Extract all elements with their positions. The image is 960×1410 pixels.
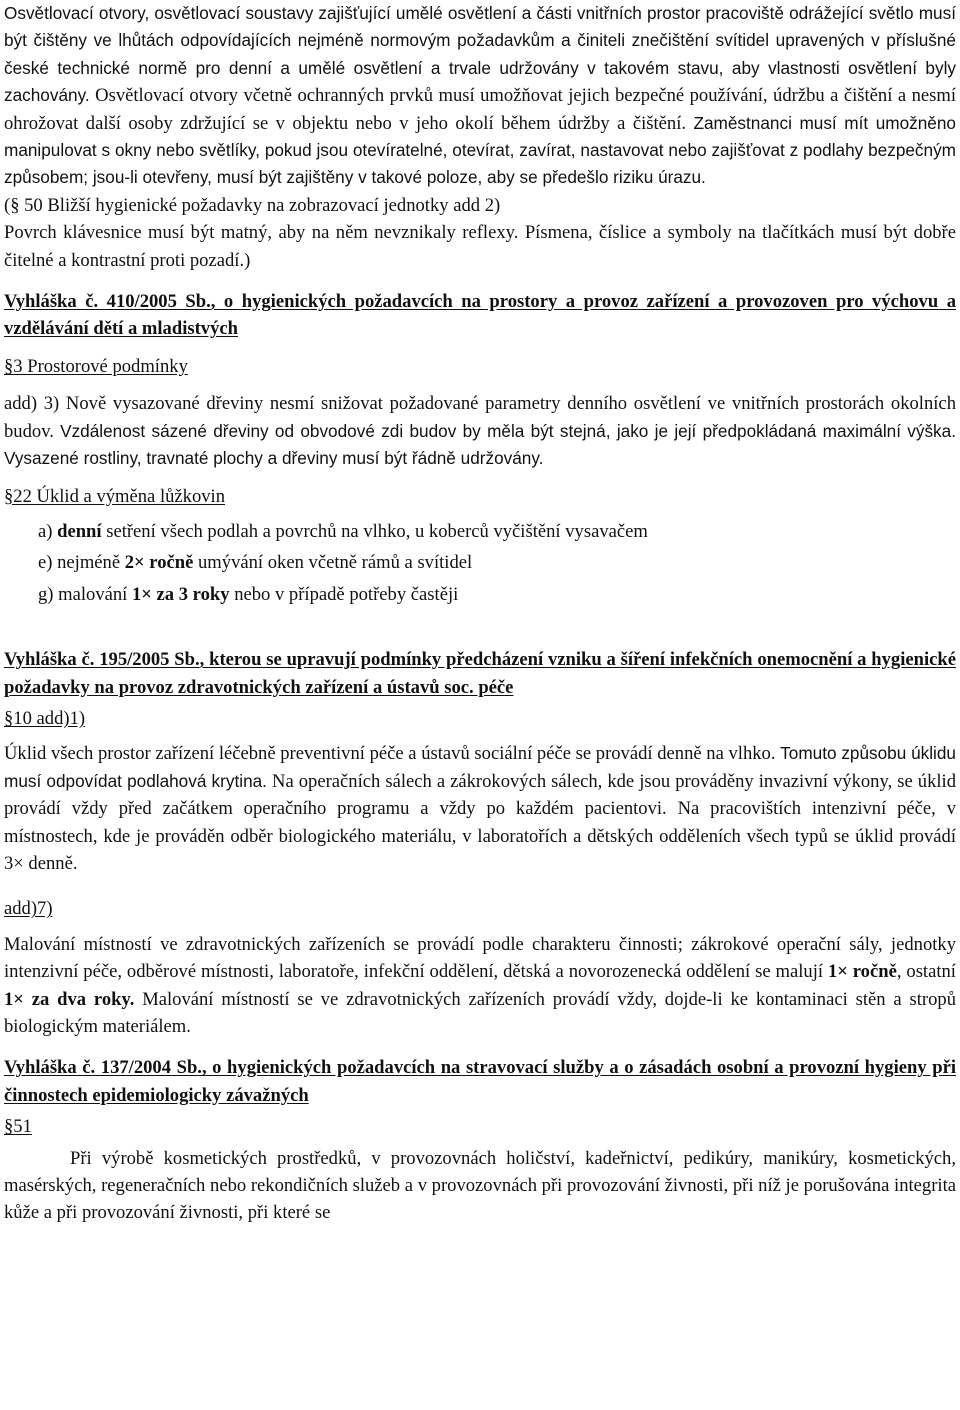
add-3-sans-text: Vzdálenost sázené dřeviny od obvodové zdi budov by měla být stejná, jako je její předpokládaná maximální výška. Vysazené rostliny, travnaté plochy a dřeviny musí být řádně udržovány. [4, 420, 956, 469]
section-51-title: §51 [4, 1116, 32, 1138]
decree-410-number: Vyhláška č. 410/2005 Sb. [4, 291, 211, 313]
list-item: a) denní setření všech podlah a povrchů na vlhko, u koberců vyčištění vysavačem [38, 520, 648, 542]
list-marker: a) [38, 520, 53, 542]
list-marker: e) [38, 552, 53, 574]
decree-195-title: , kterou se upravují podmínky předcházení vzniku a šíření infekčních onemocnění a hygienické požadavky na provoz zdravotnických zařízení a ústavů soc. péče [4, 649, 956, 698]
intro-sans-text-3: Zaměstnanci musí mít umožněno manipulovat s okny nebo světlíky, pokud jsou otevíratelné, otevírat, zavírat, nastavovat nebo zajišťovat z podlahy bezpečným způsobem; jsou-li otevřeny, musí být zajištěny v takové poloze, aby se předešlo riziku úrazu. [4, 112, 956, 188]
decree-410-title: , o hygienických požadavcích na prostory a provoz zařízení a provozoven pro výchovu a vzdělávání dětí a mladistvých [4, 291, 956, 340]
note-50-open: (§ 50 Bližší hygienické požadavky na zobrazovací jednotky add 2) [4, 194, 501, 216]
list-item: g) malování 1× za 3 roky nebo v případě potřeby častěji [38, 583, 459, 605]
section-22-title: §22 Úklid a výměna lůžkovin [4, 485, 226, 507]
intro-paragraph [4, 0, 956, 192]
decree-137-title: , o hygienických požadavcích na stravovací služby a o zásadách osobní a provozní hygieny při činnostech epidemiologicky závažných [4, 1057, 956, 1106]
section-10-paragraph: Úklid všech prostor zařízení léčebně preventivní péče a ústavů sociální péče se provádí denně na vlhko. Tomuto způsobu úklidu musí odpovídat podlahová krytina. Na operačních sálech a zákrokových sálech, kde jsou prováděny invazivní výkony, se úklid provádí vždy před začátkem operačního programu a vždy po každém pacientovi. Na pracovištích intenzivní péče, v místnostech, kde je prováděn odběr biologického materiálu, v laboratořích a dětských odděleních všech typů se úklid provádí 3× denně. [4, 743, 956, 874]
decree-137-heading [4, 1054, 956, 1109]
note-50-body: Povrch klávesnice musí být matný, aby na něm nevznikaly reflexy. Písmena, číslice a symboly na tlačítkách musí být dobře čitelné a kontrastní proti pozadí.) [4, 222, 956, 271]
add-3-text: add) 3) Nově vysazované dřeviny nesmí snižovat požadované parametry denního osvětlení ve vnitřních prostorách okolních budov. [4, 393, 956, 442]
decree-410-heading [4, 288, 956, 343]
list-item: e) nejméně 2× ročně umývání oken včetně rámů a svítidel [38, 552, 473, 574]
section-3-title: §3 Prostorové podmínky [4, 355, 188, 377]
intro-text-2: Osvětlovací otvory včetně ochranných prvků musí umožňovat jejich bezpečné používání, údržbu a čištění a nesmí ohrožovat další osoby zdržující se v objektu nebo v jeho okolí během údržby a čištění. [4, 85, 957, 134]
list-marker: g) [38, 583, 54, 605]
section-10-title: §10 add)1) [4, 707, 86, 729]
section-51-paragraph: Při výrobě kosmetických prostředků, v provozovnách holičství, kadeřnictví, pedikúry, manikúry, kosmetických, masérských, regeneračních nebo rekondičních služeb a v provozovnách při provozování živnosti, při níž je porušována integrita kůže a při provozování živnosti, při které se [4, 1147, 956, 1224]
add-7-paragraph: Malování místností ve zdravotnických zařízeních se provádí podle charakteru činnosti; zákrokové operační sály, jednotky intenzivní péče, odběrové místnosti, laboratoře, infekční oddělení, dětská a novorozenecká oddělení se malují 1× ročně, ostatní 1× za dva roky. Malování místností se ve zdravotnických zařízeních provádí vždy, dojde-li ke kontaminaci stěn a stropů biologickým materiálem. [4, 933, 956, 1037]
decree-195-heading [4, 646, 956, 701]
cleaning-list [4, 518, 956, 608]
add-3-paragraph [4, 390, 956, 472]
decree-137-number: Vyhláška č. 137/2004 Sb. [4, 1057, 202, 1079]
add-7-title: add)7) [4, 898, 53, 920]
note-50-paragraph [4, 192, 956, 274]
intro-sans-text: Osvětlovací otvory, osvětlovací soustavy zajišťující umělé osvětlení a části vnitřních prostor pracoviště odrážející světlo musí být čištěny ve lhůtách odpovídajících nejméně normovým požadavkům a činiteli znečištění svítidel upravených v příslušné české technické normě pro denní a umělé osvětlení a trvale udržovány v takovém stavu, aby vlastnosti osvětlení byly zachovány. [4, 3, 956, 106]
decree-195-number: Vyhláška č. 195/2005 Sb. [4, 649, 200, 671]
document-page [4, 0, 956, 1227]
